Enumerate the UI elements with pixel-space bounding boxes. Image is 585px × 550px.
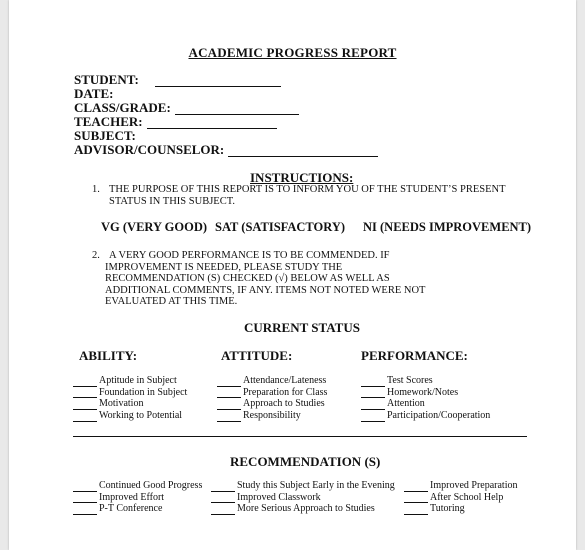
recommendation-item[interactable]: Continued Good Progress bbox=[73, 480, 202, 492]
check-blank[interactable] bbox=[361, 412, 385, 422]
document-page bbox=[9, 0, 576, 550]
performance-item[interactable]: Participation/Cooperation bbox=[361, 410, 490, 422]
subject-label: SUBJECT: bbox=[74, 128, 136, 143]
performance-item[interactable]: Attention bbox=[361, 398, 425, 410]
ability-item[interactable]: Foundation in Subject bbox=[73, 387, 187, 399]
recommendation-item[interactable]: Improved Classwork bbox=[211, 492, 321, 504]
key-ni: NI (NEEDS IMPROVEMENT) bbox=[363, 220, 532, 234]
check-blank[interactable] bbox=[211, 505, 235, 515]
check-blank[interactable] bbox=[73, 505, 97, 515]
advisor-counselor-label: ADVISOR/COUNSELOR: bbox=[74, 142, 225, 157]
attitude-item[interactable]: Responsibility bbox=[217, 410, 301, 422]
check-blank[interactable] bbox=[361, 377, 385, 387]
document-title: ACADEMIC PROGRESS REPORT bbox=[188, 45, 397, 60]
attitude-heading: ATTITUDE: bbox=[221, 348, 293, 363]
recommendation-item[interactable]: Improved Effort bbox=[73, 492, 164, 504]
recommendation-item[interactable]: After School Help bbox=[404, 492, 503, 504]
check-blank[interactable] bbox=[404, 505, 428, 515]
performance-item[interactable]: Test Scores bbox=[361, 375, 433, 387]
check-blank[interactable] bbox=[73, 493, 97, 503]
instruction-1-line-2: STATUS IN THIS SUBJECT. bbox=[109, 196, 235, 207]
recommendation-heading: RECOMMENDATION (S) bbox=[230, 454, 381, 469]
check-blank[interactable] bbox=[73, 388, 97, 398]
class-grade-blank[interactable] bbox=[175, 103, 299, 115]
key-vg: VG (VERY GOOD) bbox=[101, 220, 208, 234]
ability-heading: ABILITY: bbox=[79, 348, 138, 363]
teacher-field[interactable] bbox=[74, 115, 277, 129]
check-blank[interactable] bbox=[361, 388, 385, 398]
recommendation-item[interactable]: More Serious Approach to Studies bbox=[211, 503, 375, 515]
date-label: DATE: bbox=[74, 86, 114, 101]
key-sat: SAT (SATISFACTORY) bbox=[215, 220, 346, 234]
check-blank[interactable] bbox=[217, 377, 241, 387]
instruction-2-line-5: EVALUATED AT THIS TIME. bbox=[105, 296, 238, 307]
class-grade-field[interactable] bbox=[74, 101, 299, 115]
check-blank[interactable] bbox=[211, 493, 235, 503]
instruction-1-number: 1. bbox=[92, 184, 100, 195]
student-label: STUDENT: bbox=[74, 72, 139, 87]
recommendation-item[interactable]: Study this Subject Early in the Evening bbox=[211, 480, 395, 492]
section-divider bbox=[73, 436, 527, 437]
student-blank[interactable] bbox=[155, 75, 281, 87]
instructions-heading: INSTRUCTIONS: bbox=[250, 170, 354, 185]
advisor-counselor-blank[interactable] bbox=[228, 145, 378, 157]
teacher-label: TEACHER: bbox=[74, 114, 143, 129]
performance-heading: PERFORMANCE: bbox=[361, 348, 468, 363]
ability-item[interactable]: Motivation bbox=[73, 398, 143, 410]
instruction-1-line-1: THE PURPOSE OF THIS REPORT IS TO INFORM YOU OF THE STUDENT’S PRESENT bbox=[109, 184, 506, 195]
attitude-item[interactable]: Approach to Studies bbox=[217, 398, 325, 410]
recommendation-item[interactable]: Tutoring bbox=[404, 503, 465, 515]
check-blank[interactable] bbox=[211, 482, 235, 492]
instruction-2-line-4: ADDITIONAL COMMENTS, IF ANY. ITEMS NOT NOTED WERE NOT bbox=[105, 284, 426, 296]
advisor-counselor-field[interactable] bbox=[74, 143, 378, 157]
recommendation-item[interactable]: P-T Conference bbox=[73, 503, 162, 515]
check-blank[interactable] bbox=[404, 482, 428, 492]
recommendation-item[interactable]: Improved Preparation bbox=[404, 480, 517, 492]
teacher-blank[interactable] bbox=[147, 117, 277, 129]
check-blank[interactable] bbox=[404, 493, 428, 503]
attitude-item[interactable]: Preparation for Class bbox=[217, 387, 327, 399]
attitude-item[interactable]: Attendance/Lateness bbox=[217, 375, 326, 387]
check-blank[interactable] bbox=[73, 482, 97, 492]
date-field[interactable] bbox=[74, 87, 113, 101]
student-field[interactable] bbox=[74, 73, 281, 87]
check-blank[interactable] bbox=[73, 400, 97, 410]
class-grade-label: CLASS/GRADE: bbox=[74, 100, 171, 115]
performance-item[interactable]: Homework/Notes bbox=[361, 387, 458, 399]
check-blank[interactable] bbox=[217, 412, 241, 422]
ability-item[interactable]: Aptitude in Subject bbox=[73, 375, 177, 387]
instruction-2-line-1: A VERY GOOD PERFORMANCE IS TO BE COMMENDED. IF bbox=[109, 250, 390, 261]
subject-field[interactable] bbox=[74, 129, 136, 143]
current-status-heading: CURRENT STATUS bbox=[244, 320, 360, 335]
check-blank[interactable] bbox=[73, 377, 97, 387]
check-blank[interactable] bbox=[73, 412, 97, 422]
check-blank[interactable] bbox=[217, 400, 241, 410]
instruction-2-line-3: RECOMMENDATION (S) CHECKED (√) BELOW AS WELL AS bbox=[105, 273, 390, 284]
ability-item[interactable]: Working to Potential bbox=[73, 410, 182, 422]
check-blank[interactable] bbox=[217, 388, 241, 398]
instruction-2-number: 2. bbox=[92, 250, 100, 261]
instruction-2-line-2: IMPROVEMENT IS NEEDED, PLEASE STUDY THE bbox=[105, 261, 343, 273]
check-blank[interactable] bbox=[361, 400, 385, 410]
